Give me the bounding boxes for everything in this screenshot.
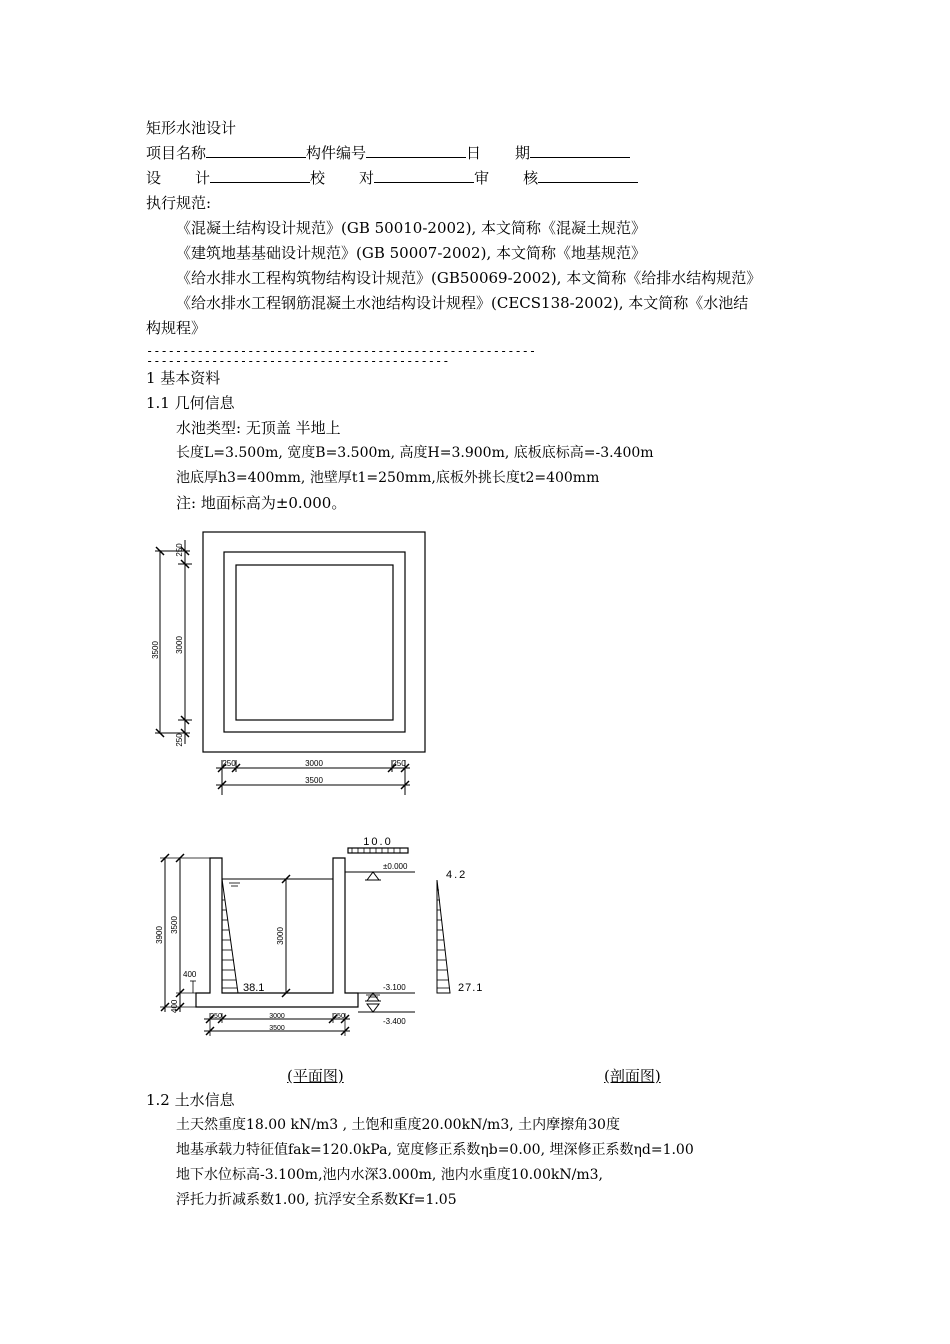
- plan-dim-v-inner: 3000: [175, 636, 184, 654]
- plan-caption: (平面图): [287, 1067, 344, 1085]
- soil-line: 地基承载力特征值fak=120.0kPa, 宽度修正系数ηb=0.00, 埋深修正系数ηd=1.00: [176, 1142, 694, 1158]
- code-item-cont: 构规程》: [146, 319, 207, 337]
- date-label-1: 日: [466, 144, 482, 162]
- review-label-1: 审: [474, 169, 490, 187]
- plan-dim-h-right: 250: [392, 759, 406, 768]
- outer-pressure-top: 4.2: [446, 869, 468, 881]
- outer-pressure-diagram: [437, 880, 450, 993]
- geom-line: 池底厚h3=400mm, 池壁厚t1=250mm,底板外挑长度t2=400mm: [176, 470, 600, 486]
- separator-line: ------------------------------------------------------------------------------------------------: [146, 344, 537, 368]
- plan-dim-v-bot: 250: [175, 733, 184, 747]
- ground-level-marker: [367, 872, 379, 880]
- ground-elevation-label: ±0.000: [383, 862, 408, 871]
- inner-pressure-diagram: [222, 879, 238, 993]
- plan-view: [155, 532, 425, 795]
- codes-heading: 执行规范:: [146, 194, 212, 212]
- date-label-2: 期: [515, 144, 531, 162]
- water-level-elevation: -3.100: [383, 983, 406, 992]
- section-dim-water: 3000: [276, 927, 285, 945]
- section-1-2-heading: 1.2 土水信息: [146, 1091, 235, 1109]
- soil-line: 浮托力折减系数1.00, 抗浮安全系数Kf=1.05: [176, 1192, 457, 1208]
- section-dim-overhang: 400: [183, 970, 197, 979]
- inner-pressure-value: 38.1: [243, 982, 265, 994]
- component-no-label: 构件编号: [306, 144, 367, 162]
- code-item: 《混凝土结构设计规范》(GB 50010-2002), 本文简称《混凝土规范》: [176, 219, 646, 237]
- section-labels: [155, 836, 483, 1032]
- top-load-label: 10.0: [363, 836, 393, 848]
- design-label-1: 设: [146, 169, 162, 187]
- design-label-2: 计: [195, 169, 211, 187]
- plan-dim-h-inner: 3000: [305, 759, 323, 768]
- plan-dim-h-left: 250: [222, 759, 236, 768]
- plan-wall-inner: [236, 565, 393, 720]
- geom-line: 长度L=3.500m, 宽度B=3.500m, 高度H=3.900m, 底板底标高=-3.400m: [176, 445, 654, 461]
- section-dim-b-right: 250: [333, 1013, 345, 1020]
- top-load-bar: [348, 848, 408, 853]
- code-item: 《建筑地基基础设计规范》(GB 50007-2002), 本文简称《地基规范》: [176, 244, 646, 262]
- check-label-2: 对: [359, 169, 375, 187]
- section-1-1-heading: 1.1 几何信息: [146, 394, 235, 412]
- plan-dim-labels: [151, 543, 406, 785]
- plan-dim-h-total: 3500: [305, 776, 323, 785]
- section-dim-wall: 3500: [170, 916, 179, 934]
- geom-line: 注: 地面标高为±0.000。: [176, 494, 347, 512]
- section-dim-base: 400: [170, 999, 179, 1013]
- soil-line: 土天然重度18.00 kN/m3 , 土饱和重度20.00kN/m3, 土内摩擦角30度: [176, 1117, 620, 1133]
- section-caption: (剖面图): [604, 1067, 661, 1085]
- code-item: 《给水排水工程构筑物结构设计规范》(GB50069-2002), 本文简称《给排水结构规范》: [176, 269, 762, 287]
- bottom-elevation: -3.400: [383, 1017, 406, 1026]
- section-dim-b-left: 250: [210, 1013, 222, 1020]
- doc-title: 矩形水池设计: [146, 119, 237, 137]
- section-view: [160, 848, 450, 1036]
- section-1-heading: 1 基本资料: [146, 369, 221, 387]
- section-dim-b-total: 3500: [269, 1025, 285, 1032]
- check-label-1: 校: [310, 169, 326, 187]
- review-label-2: 核: [523, 169, 539, 187]
- plan-wall-outer: [224, 552, 405, 732]
- project-name-label: 项目名称: [146, 144, 207, 162]
- code-item: 《给水排水工程钢筋混凝土水池结构设计规程》(CECS138-2002), 本文简称《水池结: [176, 294, 749, 312]
- section-dim-total: 3900: [155, 926, 164, 944]
- plan-dim-v-total: 3500: [151, 641, 160, 659]
- geom-line: 水池类型: 无顶盖 半地上: [176, 419, 341, 437]
- plan-dim-v-top: 250: [175, 543, 184, 557]
- outer-pressure-bottom: 27.1: [458, 982, 484, 994]
- section-dim-b-mid: 3000: [269, 1013, 285, 1020]
- soil-line: 地下水位标高-3.100m,池内水深3.000m, 池内水重度10.00kN/m3,: [176, 1167, 603, 1183]
